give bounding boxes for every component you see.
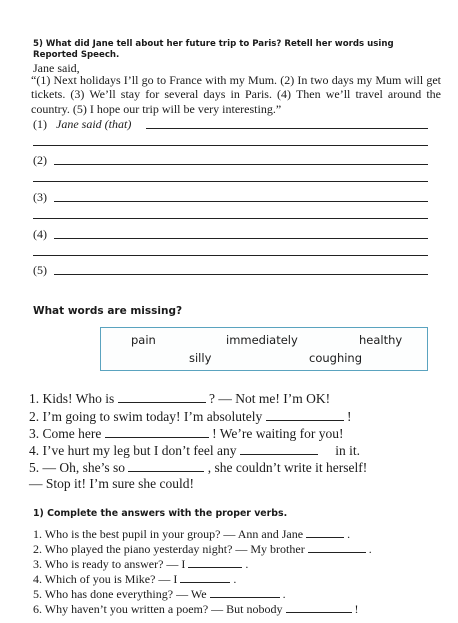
missing-sentence-1: 1. Kids! Who is ? — Not me! I’m OK!: [29, 391, 331, 406]
task1-blank-4[interactable]: [180, 570, 230, 583]
item-4-number: (4): [33, 227, 47, 241]
task1-blank-1[interactable]: [306, 525, 344, 538]
word-pain: pain: [131, 333, 156, 347]
answer-line-1b[interactable]: [33, 145, 428, 146]
task1-item-1: 1. Who is the best pupil in your group? — Ann and Jane .: [33, 527, 351, 541]
jane-quote: “(1) Next holidays I’ll go to France with my Mum. (2) In two days my Mum will get tickets. (3) We’ll stay for several days in Paris. (4) Then we’ll travel around the country. (5) I hope our trip will be very interesting.”: [31, 73, 441, 116]
word-silly: silly: [189, 351, 212, 365]
task5-title: 5) What did Jane tell about her future trip to Paris? Retell her words using Reported Speech.: [33, 39, 394, 60]
task1-blank-6[interactable]: [286, 600, 352, 613]
task1-item-2: 2. Who played the piano yesterday night? — My brother .: [33, 542, 372, 556]
item-1-number: (1): [33, 117, 47, 131]
word-coughing: coughing: [309, 351, 363, 365]
blank-4[interactable]: [240, 442, 318, 455]
task1-title: 1) Complete the answers with the proper verbs.: [33, 508, 288, 519]
jane-said-label: Jane said,: [33, 61, 80, 75]
answer-line-1a[interactable]: [146, 128, 428, 129]
task1-item-6: 6. Why haven’t you written a poem? — But nobody !: [33, 602, 359, 616]
item-5-number: (5): [33, 263, 47, 277]
answer-line-5a[interactable]: [54, 274, 428, 275]
missing-sentence-4: 4. I’ve hurt my leg but I don’t feel any in it.: [29, 443, 360, 458]
word-immediately: immediately: [226, 333, 298, 347]
answer-line-2b[interactable]: [33, 181, 428, 182]
answer-line-3b[interactable]: [33, 218, 428, 219]
missing-sentence-5: 5. — Oh, she’s so , she couldn’t write it herself!: [29, 460, 368, 475]
item-1-starter: Jane said (that): [56, 117, 132, 131]
word-box: [100, 327, 428, 371]
task1-item-4: 4. Which of you is Mike? — I .: [33, 572, 237, 586]
answer-line-4b[interactable]: [33, 255, 428, 256]
missing-sentence-2: 2. I’m going to swim today! I’m absolutely !: [29, 409, 352, 424]
blank-2[interactable]: [266, 408, 344, 421]
blank-3[interactable]: [105, 425, 209, 438]
answer-line-2a[interactable]: [54, 164, 428, 165]
blank-5[interactable]: [128, 459, 204, 472]
task1-blank-5[interactable]: [210, 585, 280, 598]
missing-sentence-3: 3. Come here ! We’re waiting for you!: [29, 426, 344, 441]
missing-words-title: What words are missing?: [33, 305, 183, 317]
item-2-number: (2): [33, 153, 47, 167]
task1-blank-2[interactable]: [308, 540, 366, 553]
answer-line-3a[interactable]: [54, 201, 428, 202]
task1-item-5: 5. Who has done everything? — We .: [33, 587, 286, 601]
missing-last-line: — Stop it! I’m sure she could!: [29, 476, 194, 491]
blank-1[interactable]: [118, 390, 206, 403]
word-healthy: healthy: [359, 333, 403, 347]
answer-line-4a[interactable]: [54, 238, 428, 239]
task1-item-3: 3. Who is ready to answer? — I .: [33, 557, 249, 571]
item-3-number: (3): [33, 190, 47, 204]
task1-blank-3[interactable]: [188, 555, 242, 568]
